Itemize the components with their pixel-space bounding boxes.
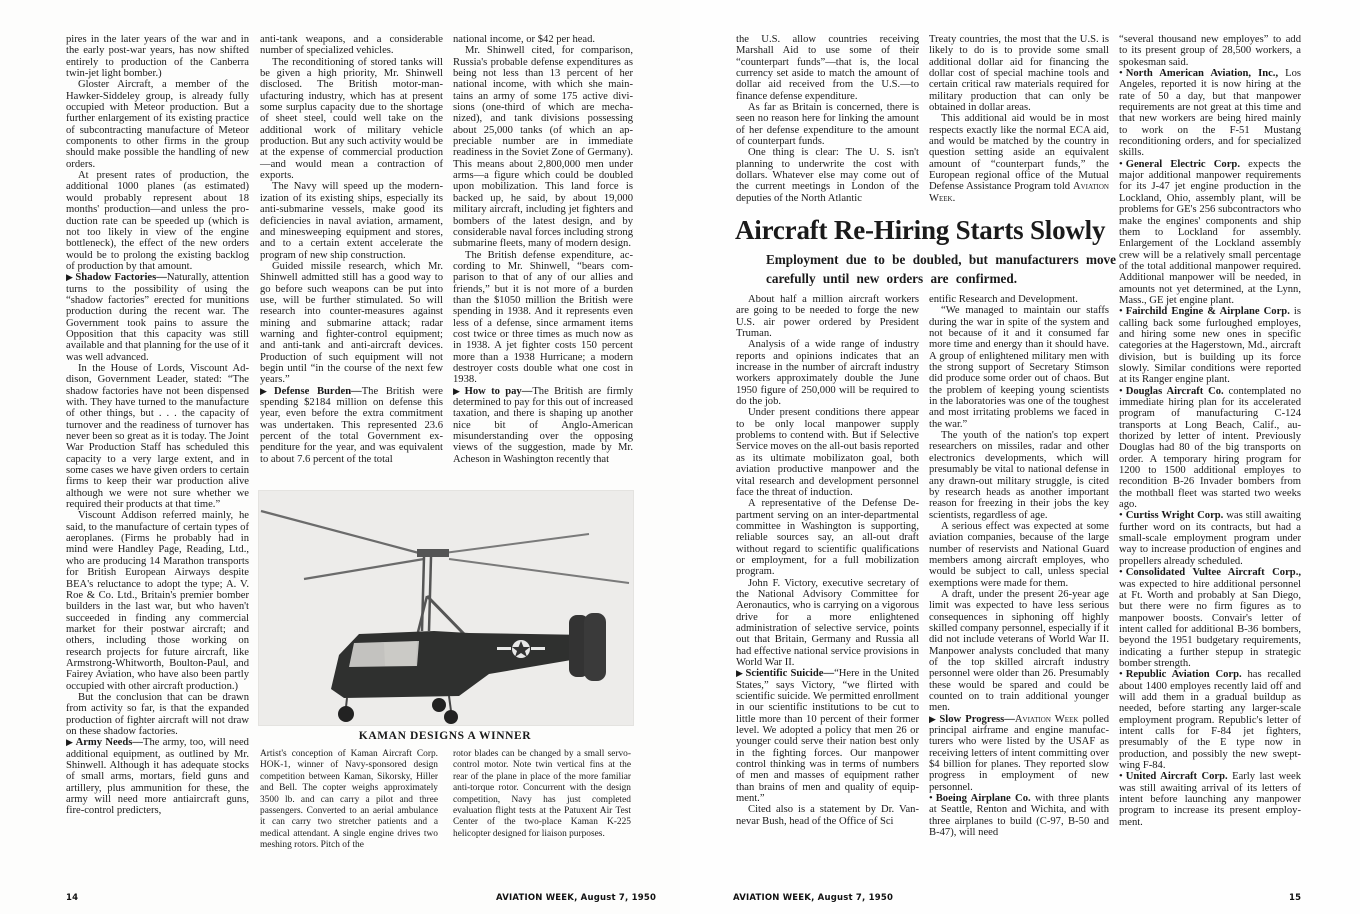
- company-name: North American Aviation, Inc.,: [1125, 68, 1279, 80]
- paragraph: [1119, 510, 1301, 567]
- paragraph-text: The British defense expenditure, according to Mr. Shinwell, “bears comparison to that of any of our allies and friends,” but it is not more of a burden than the $1050 million the British were spending in 1938. And it represents even less of a defense, since armament items cost twice or three times as much now as in 1938. A jet fighter costs 150 percent more than a 1938 Hurricane; a modern destroyer costs double what one cost in 1938.: [453, 249, 633, 386]
- paragraph-text: expects the major additional manpower requirements for its J-47 jet engine production in the Lockland, Ohio, assembly plant, will be problems for GE's 256 subcontractors who make the engines' components and ship them to Lockland for assembly. Enlargement of the Lockland assembly crew will be a relatively small percentage of the total additional manpower required. Additional manpower will be needed, in amounts not yet determined, at the Lynn, Mass., GE jet engine plant.: [1119, 158, 1301, 306]
- paragraph-text: This additional aid would be in most respects exactly like the normal ECA aid, and would be matched by the country in question setting aside an equivalent amount of “counterpart funds,” the European regional office of the Mutual Defense Assistance Program told: [929, 113, 1109, 193]
- paragraph-text: “Here in the United States,” says Victory, “we flirted with scientific suicide. We permitted enrollment in our scientific institutions to be cut to little more than 10 percent of their former level. We adopted a policy that men 26 or younger could serve their nation best only in the fighting forces. Our manpower control thinking was in terms of numbers of men and masses of equipment rather than brains of men and quality of equipment.”: [736, 668, 920, 805]
- paragraph-text: has recalled about 1400 employes recently laid off and will add them in a gradual buildup as needed, before starting any larger-scale employment program. Republic's letter of intent calls for F-84 jet fighters, presumably of the E type now in production, and possibly the new swept-wing F-84.: [1119, 669, 1301, 771]
- bullet-icon: •: [1119, 306, 1123, 318]
- paragraph-text: Early last week was still awaiting arrival of its letters of intent before launching any manpower program to increase its present employment.: [1119, 771, 1301, 828]
- paragraph: [66, 363, 249, 510]
- paragraph-text: was still awaiting further word on its contracts, but had a small-scale employment program under way to increase production of engines and propellers already scheduled.: [1119, 510, 1301, 567]
- paragraph-text: Mr. Shinwell cited, for comparison, Russia's probable defense expenditures as being not less than 13 percent of her national income, with which she maintains an army of some 175 active divisions (one-third of which are mechanized), and tank divisions possessing about 25,000 tanks (of which an appreciable number are in immediate readiness in the Soviet Zone of Germany). This means about 2,800,000 men under arms—a figure which could be doubled upon mobilization. This land force is backed up, he said, by about 19,000 military aircraft, including jet fighters and bombers of the latest design, and by considerable naval forces including strong submarine fleets, many of modern design.: [453, 45, 633, 250]
- subhead: Shadow Factories—: [75, 272, 167, 284]
- paragraph-text: The reconditioning of stored tanks will be given a high priority, Mr. Shinwell disclosed. The British motor-manufacturing industry, which has at present some surplus capacity due to the shortage of sheet steel, could well take on the additional work of military vehicle production. But any such activity would be at the expense of commercial production—and would mean a contraction of exports.: [260, 56, 443, 182]
- paragraph: [929, 793, 1109, 838]
- paragraph-text: Naturally, attention turns to the possibility of using the “shadow factories” erected for munitions production during the recent war. The Government took pains to assure the Opposition that this capacity was still available and that planning for the use of it was well advanced.: [66, 272, 249, 363]
- right-top-column-2: [929, 34, 1109, 204]
- figure-caption-right: rotor blades can be changed by a small servo-control motor. Note twin vertical fins at the rear of the plane in place of the more familiar anti-torque rotor. Concurrent with the design competition, Navy has just completed evaluation flight tests at the Patuxent Air Test Center of the two-place Kaman K-225 helicopter designed for liaison purposes.: [453, 749, 631, 839]
- bullet-icon: •: [929, 793, 933, 805]
- subhead: Defense Burden—: [273, 385, 362, 397]
- paragraph-text: The British were spending $2184 million on defense this year, even before the extra commitment was undertaken. This represented 23.6 percent of the total Government expenditure for the year, and was equivalent to about 7.6 percent of the total: [260, 385, 443, 465]
- right-column-3: [1119, 34, 1301, 828]
- helicopter-photo: [258, 490, 634, 726]
- paragraph: [929, 589, 1109, 714]
- paragraph-text: is calling back some furloughed employes, and hiring some new ones in specific categories at the Hagerstown, Md., aircraft division, but is building up its force slowly. Similar conditions were reported at its Ranger engine plant.: [1119, 306, 1301, 386]
- paragraph: [66, 692, 249, 737]
- paragraph-text: Analysis of a wide range of industry reports and opinions indicates that an increase in the number of aircraft industry workers approximately double the June 1950 figure of 250,000 will be required to do the job.: [736, 339, 919, 408]
- paragraph-text: Cited also is a statement by Dr. Vannevar Bush, head of the Office of Sci: [736, 804, 919, 827]
- bullet-icon: •: [1119, 567, 1123, 579]
- paragraph: [260, 261, 443, 386]
- paragraph: [929, 294, 1109, 305]
- paragraph-text: Treaty countries, the most that the U.S. is likely to do is to provide some small additional dollar aid for financing the dollar cost of special machine tools and certain critical raw materials required for military production that can only be obtained in dollar areas.: [929, 34, 1109, 114]
- paragraph: [66, 170, 249, 272]
- paragraph-text: But the conclusion that can be drawn from activity so far, is that the expanded production of fighter aircraft will not draw on these shadow factories.: [66, 691, 249, 737]
- right-page-15: [680, 0, 1360, 914]
- figure-caption-left: Artist's conception of Kaman Aircraft Corp. HOK-1, winner of Navy-sponsored design competition between Kaman, Sikorsky, Hiller and Bell. The copter weighs approximately 3500 lb. and can carry a pilot and three passengers. Converted to an aerial ambulance it can carry two stretcher patients and a medical attendant. A single engine drives two meshing rotors. Pitch of the: [260, 749, 438, 851]
- footer-publication-right: AVIATION WEEK, August 7, 1950: [733, 893, 894, 903]
- paragraph: [1119, 306, 1301, 385]
- figure-title: KAMAN DESIGNS A WINNER: [358, 730, 532, 742]
- paragraph-text: Gloster Aircraft, a member of the Hawker-Siddeley group, is already fully occupied with Meteor production. But a further enlargement of its existing practice of subcontracting manufacture of Meteor components to other firms in the group should make possible the handling of new orders.: [66, 79, 249, 170]
- paragraph-text: The youth of the nation's top expert researchers on missiles, radar and other electronics developments, which will presumably be vital to national defense in any drawn-out military struggle, is cited by research heads as another important reason for freezing in their jobs the key scientists, regardless of age.: [929, 430, 1109, 521]
- company-name: United Aircraft Corp.: [1125, 771, 1228, 783]
- paragraph: [453, 45, 633, 249]
- section-marker-icon: ▶: [66, 272, 74, 283]
- publication-name: Aviation Week: [1014, 713, 1079, 725]
- bullet-icon: •: [1119, 771, 1123, 783]
- paragraph: [66, 272, 249, 363]
- paragraph-text: was expected to hire additional personnel at Ft. Worth and probably at San Diego, but there were no firm figures as to manpower boosts. Convair's letter of intent called for additional B-36 bombers, beyond the 1951 budgetary requirements, indicating a further stepup in strategic bomber strength.: [1119, 578, 1301, 669]
- paragraph: [929, 34, 1109, 113]
- paragraph: [736, 102, 919, 147]
- paragraph-text: At present rates of production, the additional 1000 planes (as estimated) would probably represent about 18 months' production—and unless the production rate can be speeded up (which is not too likely in view of the engine bottleneck), the effect of the new orders would be to prolong the existing backlog of production by that amount.: [66, 170, 249, 272]
- paragraph: [66, 510, 249, 692]
- right-column-1: [736, 294, 919, 827]
- company-name: Republic Aviation Corp.: [1125, 669, 1242, 681]
- paragraph: [1119, 386, 1301, 511]
- subhead: How to pay—: [464, 385, 533, 397]
- paragraph-text: Los Angeles, reported it is now hiring at the rate of 50 a day, but that manpower requirements are not great at this time and that new workers are being hired mainly to work on the F-51 Mustang reconditioning orders, and for specialized skills.: [1119, 68, 1301, 159]
- paragraph-text: About half a million aircraft workers are going to be needed to forge the new U.S. air power ordered by President Truman.: [736, 294, 919, 340]
- paragraph-text: the U.S. allow countries receiving Marshall Aid to use some of their “counterpart funds”—that is, the local currency set aside to match the amount of dollar aid received from the U.S.—to finance defense expenditure.: [736, 34, 919, 102]
- footer-publication-left: AVIATION WEEK, August 7, 1950: [496, 893, 657, 903]
- company-name: General Electric Corp.: [1125, 158, 1240, 170]
- company-name: Consolidated Vultee Aircraft Corp.,: [1125, 567, 1301, 579]
- paragraph-text: One thing is clear: The U. S. isn't planning to underwrite the cost with dollars. Whatever else may come out of the current meetings in London of the deputies of the North Atlantic: [736, 147, 919, 204]
- left-column-1: [66, 34, 249, 817]
- kaman-hok1-helicopter-illustration: [259, 491, 633, 725]
- paragraph-text: entific Research and Development.: [929, 294, 1078, 305]
- paragraph-text: The army, too, will need additional equipment, as outlined by Mr. Shinwell. Although it has adequate stocks of small arms, mortars, field guns and artillery, plus ammunition for these, the army will need more antiaircraft guns, fire-control predicters,: [66, 737, 249, 817]
- bullet-icon: •: [1119, 669, 1123, 681]
- subhead: Army Needs—: [75, 737, 143, 749]
- subhead: Scientific Suicide—: [745, 668, 835, 680]
- paragraph: [736, 147, 919, 204]
- company-name: Douglas Aircraft Co.: [1125, 385, 1224, 397]
- paragraph: [736, 294, 919, 339]
- paragraph: [260, 181, 443, 260]
- paragraph-text: Viscount Addison referred mainly, he said, to the manufacture of certain types of aeroplanes. (Firms he probably had in mind were Handley Page, Reading, Ltd., who are producing 14 Marathon transports for British European Airways despite BEA's reluctance to adopt the type; A. V. Roe & Co. Ltd., Britain's premier bomber builders in the last war, but who haven't succeeded in finding any commercial market for their postwar aircraft; and others, including those working on research projects for future aircraft, like Armstrong-Whitworth, Boulton-Paul, and Fairey Aviation, who have also been partly occupied with other aircraft production.): [66, 510, 249, 692]
- paragraph-text: The Navy will speed up the modernization of its existing ships, especially its anti-submarine vessels, make good its deficiencies in naval aviation, armament, and minesweeping equipment and stores, and to a certain extent accelerate the program of new ship construction.: [260, 181, 443, 261]
- paragraph: [453, 250, 633, 386]
- paragraph-text: A representative of the Defense Department serving on an inter-departmental committee in Washington is supporting, reliable sources say, an all-out draft without regard to scientific qualifications or employment, for a full mobilization program.: [736, 498, 919, 578]
- bullet-icon: •: [1119, 68, 1123, 80]
- article-headline: Aircraft Re-Hiring Starts Slowly: [735, 215, 1106, 245]
- paragraph-text: contemplated no immediate hiring plan for its accelerated program of manufacturing C-124 transports at Long Beach, Calif., authorized by letter of intent. Previously Douglas had 80 of the big transports on order. A temporary hiring program for 1200 to 1500 additional employes to recondition B-26 Invader bombers from the mothball fleet was started two weeks ago.: [1119, 385, 1301, 511]
- paragraph: [736, 34, 919, 102]
- page-number-left: 14: [66, 893, 79, 903]
- paragraph: [1119, 567, 1301, 669]
- section-marker-icon: ▶: [453, 385, 463, 396]
- right-top-column-1: [736, 34, 919, 204]
- paragraph: [929, 714, 1109, 793]
- paragraph: [453, 386, 633, 465]
- left-column-2: [260, 34, 443, 465]
- section-marker-icon: ▶: [929, 713, 938, 724]
- paragraph-text: The British are firmly determined to pay for this out of increased taxation, and there is shaping up another nice bit of Anglo-American misunderstanding over the opposing views of the suggestion, made by Mr. Acheson in Washington recently that: [453, 385, 634, 465]
- paragraph: [1119, 68, 1301, 159]
- paragraph: [736, 407, 919, 498]
- paragraph: [1119, 159, 1301, 306]
- paragraph: [260, 386, 443, 465]
- paragraph: [736, 668, 919, 804]
- paragraph: [929, 113, 1109, 204]
- paragraph-text: A serious effect was expected at some aviation companies, because of the large number of reservists and National Guard members among aircraft employes, who would be subject to call, unless special exemptions were made for them.: [929, 520, 1109, 589]
- paragraph-text: “We managed to maintain our staffs during the war in spite of the system and not because of it and it consumed far more time and energy than it should have. A group of enlightened military men with the strong support of Secretary Stimson did produce some order out of chaos. But the problem of keeping young scientists in the laboratories was one of the toughest and most irritating problems we faced in the war.”: [929, 305, 1109, 430]
- paragraph-text: John F. Victory, executive secretary of the National Advisory Committee for Aeronautics, who is carrying on a vigorous drive for a more enlightened administration of selective service, points out that Britain, Germany and Russia all had effective national service provisions in World War II.: [736, 577, 919, 668]
- paragraph: [1119, 771, 1301, 828]
- paragraph-text: national income, or $42 per head.: [453, 34, 596, 45]
- paragraph: [929, 305, 1109, 430]
- paragraph-text: In the House of Lords, Viscount Addison, Government Leader, stated: “The shadow factories have not been dispensed with. They have turned to the manufacture of other things, but . . . the capacity of turnover and the readiness of turnover has never been so great as it is today. The Joint War Production Staff has scheduled this capacity to a very large extent, and in some cases we have given orders to certain firms to keep their war production alive although we were not sure whether we required their products at that time.”: [66, 362, 249, 511]
- paragraph-text: anti-tank weapons, and a considerable number of specialized vehicles.: [260, 34, 443, 57]
- paragraph: [736, 804, 919, 827]
- section-marker-icon: ▶: [260, 385, 272, 396]
- bullet-icon: •: [1119, 158, 1123, 170]
- subhead: Slow Progress—: [939, 713, 1015, 725]
- company-name: Boeing Airplane Co.: [935, 793, 1031, 805]
- paragraph-text: pires in the later years of the war and in the early post-war years, has now shifted entirely to production of the Canberra twin-jet light bomber.): [66, 34, 249, 80]
- bullet-icon: •: [1119, 385, 1123, 397]
- company-name: Fairchild Engine & Airplane Corp.: [1125, 306, 1290, 318]
- paragraph: [1119, 34, 1301, 68]
- section-marker-icon: ▶: [736, 668, 744, 679]
- section-marker-icon: ▶: [66, 737, 74, 748]
- publication-name: Aviation Week.: [929, 181, 1109, 204]
- paragraph: [66, 79, 249, 170]
- paragraph: [260, 34, 443, 57]
- bullet-icon: •: [1119, 510, 1123, 522]
- company-name: Curtiss Wright Corp.: [1125, 510, 1224, 522]
- paragraph-text: Under present conditions there appear to be only local manpower supply problems to contend with. But if Selective Service moves on the all-out basis reported as its ultimate mobilizaton goal, both aviation productive manpower and the vital research and development personnel face the threat of induction.: [736, 407, 919, 498]
- paragraph-text: with three plants at Seattle, Renton and Wichita, and with three airplanes to build (C-97, B-50 and B-47), will need: [929, 793, 1109, 839]
- paragraph-text: “several thousand new employes” to add to its present group of 28,500 workers, a spokesman said.: [1119, 34, 1301, 68]
- page-number-right: 15: [1289, 893, 1302, 903]
- paragraph-text: As far as Britain is concerned, there is seen no reason here for linking the amount of her defense expenditure to the amount of counterpart funds.: [736, 102, 919, 148]
- paragraph: [929, 521, 1109, 589]
- paragraph: [453, 34, 633, 45]
- paragraph-text: A draft, under the present 26-year age limit was expected to have less serious consequences in siphoning off highly skilled company personnel, especially if it did not include veterans of World War II. Manpower analysts concluded that many of the top skilled aircraft industry personnel were older than 26. Presumably these would be spared and could be counted on to train additional younger men.: [929, 588, 1109, 714]
- paragraph: [736, 578, 919, 669]
- paragraph: [736, 339, 919, 407]
- paragraph: [929, 430, 1109, 521]
- paragraph: [736, 498, 919, 577]
- left-column-3: [453, 34, 633, 465]
- paragraph: [1119, 669, 1301, 771]
- paragraph: [66, 737, 249, 816]
- right-column-2: [929, 294, 1109, 839]
- paragraph: [260, 57, 443, 182]
- paragraph: [66, 34, 249, 79]
- paragraph-text: polled principal airframe and engine manufacturers who were listed by the USAF as receiving letters of intent committing over $4 billion for planes. They reported slow progress in employment of new personnel.: [929, 713, 1109, 793]
- article-deck: Employment due to be doubled, but manufacturers move carefully until new orders are confirmed.: [766, 252, 1116, 286]
- paragraph-text: Guided missile research, which Mr. Shinwell admitted still has a good way to go before such weapons can be put into use, will be further stimulated. So will research into counter-measures against mining and submarine attack; radar warning and fighter-control equipment; and anti-tank and anti-aircraft devices. Production of such equipment will not begin until “in the course of the next few years.”: [260, 260, 443, 386]
